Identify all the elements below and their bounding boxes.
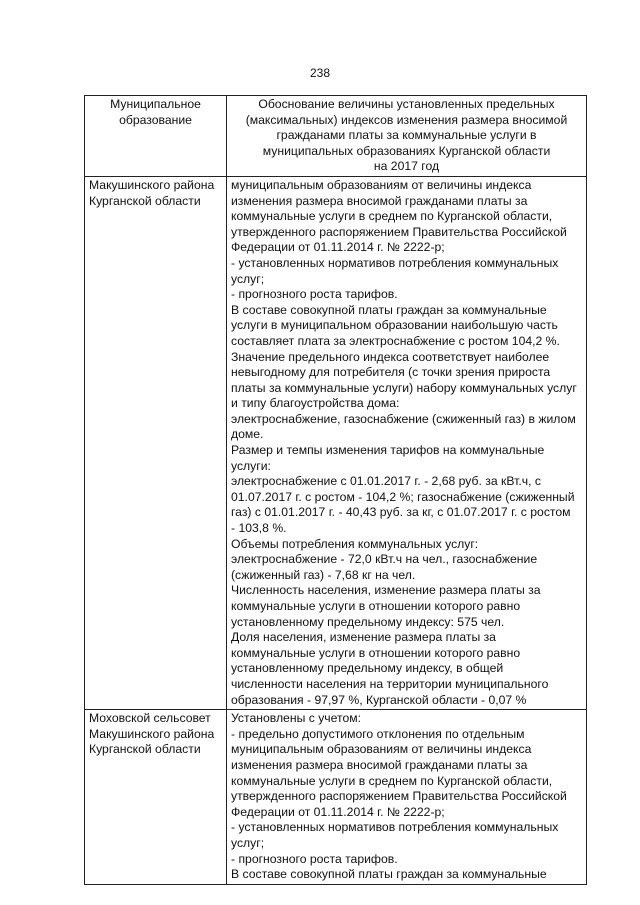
text-line: - предельно допустимого отклонения по отдельным xyxy=(231,726,525,741)
text-line: образование xyxy=(119,112,192,127)
text-line: услуги в муниципальном образовании наибольшую часть xyxy=(231,318,558,333)
text-line: составляет плата за электроснабжение с ростом 104,2 %. xyxy=(231,333,560,348)
text-line: Муниципальное xyxy=(110,97,201,111)
text-line: гражданами платы за коммунальные услуги в xyxy=(276,128,537,143)
text-line: электроснабжение с 01.01.2017 г. - 2,68 руб. за кВт.ч, с xyxy=(231,474,541,489)
justification-cell xyxy=(227,176,587,709)
text-line: установленному предельному индексу, в общей xyxy=(231,661,504,676)
text-line: образования - 97,97 %, Курганской области - 0,07 % xyxy=(231,692,527,707)
text-line: услуг; xyxy=(231,835,265,850)
text-line: коммунальные услуги в среднем по Курганской области, xyxy=(231,773,553,788)
text-line: утвержденного распоряжением Правительства Российской xyxy=(231,224,567,239)
text-line: изменения размера вносимой гражданами платы за xyxy=(231,757,528,772)
text-line: услуги: xyxy=(231,458,271,473)
text-line: услуг; xyxy=(231,271,265,286)
text-line: Моховской сельсовет xyxy=(89,711,211,726)
text-line: и типу благоустройства дома: xyxy=(231,396,400,411)
text-line: муниципальным образованиям от величины индекса xyxy=(231,177,532,192)
text-line: (сжиженный газ) - 7,68 кг на чел. xyxy=(231,567,416,582)
text-line: В составе совокупной платы граждан за коммунальные xyxy=(231,302,547,317)
text-line: В составе совокупной платы граждан за коммунальные xyxy=(231,867,547,882)
text-line: невыгодному для потребителя (с точки зрения прироста xyxy=(231,365,551,380)
justification-cell xyxy=(227,710,587,885)
text-line: - установленных нормативов потребления коммунальных xyxy=(231,820,559,835)
text-line: Макушинского района xyxy=(89,177,215,192)
text-line: Курганской области xyxy=(89,193,201,208)
table-header-row xyxy=(85,96,587,177)
justification-table xyxy=(84,95,587,885)
text-line: доме. xyxy=(231,427,264,442)
text-line: - прогнозного роста тарифов. xyxy=(231,851,398,866)
text-line: платы за коммунальные услуги) набору коммунальных услуг xyxy=(231,380,577,395)
text-line: - прогнозного роста тарифов. xyxy=(231,287,398,302)
text-line: муниципальным образованиям от величины индекса xyxy=(231,742,532,757)
text-line: Доля населения, изменение размера платы за xyxy=(231,630,496,645)
header-municipality-cell xyxy=(85,96,227,177)
text-line: Макушинского района xyxy=(89,726,215,741)
table-row xyxy=(85,176,587,709)
text-line: Федерации от 01.11.2014 г. № 2222-р; xyxy=(231,804,445,819)
text-line: - 103,8 %. xyxy=(231,521,287,536)
text-line: на 2017 год xyxy=(373,159,440,174)
text-line: муниципальных образованиях Курганской области xyxy=(262,143,551,158)
text-line: Установлены с учетом: xyxy=(231,711,361,726)
text-line: коммунальные услуги в отношении которого равно xyxy=(231,645,521,660)
text-line: коммунальные услуги в отношении которого равно xyxy=(231,599,521,613)
text-line: Размер и темпы изменения тарифов на коммунальные xyxy=(231,443,545,458)
text-line: Значение предельного индекса соответствует наиболее xyxy=(231,349,550,364)
text-line: установленному предельному индексу: 575 чел. xyxy=(231,614,505,629)
municipality-cell xyxy=(85,710,227,885)
text-line: газ) с 01.01.2017 г. - 40,43 руб. за кг, с 01.07.2017 г. с ростом xyxy=(231,505,571,520)
text-line: 01.07.2017 г. с ростом - 104,2 %; газоснабжение (сжиженный xyxy=(231,489,575,504)
text-line: Объемы потребления коммунальных услуг: xyxy=(231,536,479,551)
text-line: коммунальные услуги в среднем по Курганской области, xyxy=(231,209,553,224)
page-number: 238 xyxy=(309,66,331,80)
table-row xyxy=(85,710,587,885)
text-line: - установленных нормативов потребления коммунальных xyxy=(231,255,559,270)
text-line: Курганской области xyxy=(89,742,201,757)
text-line: электроснабжение - 72,0 кВт.ч на чел., газоснабжение xyxy=(231,552,538,567)
header-justification-cell xyxy=(227,96,587,177)
text-line: Федерации от 01.11.2014 г. № 2222-р; xyxy=(231,240,445,255)
text-line: Численность населения, изменение размера платы за xyxy=(231,583,541,598)
text-line: изменения размера вносимой гражданами платы за xyxy=(231,193,528,208)
text-line: утвержденного распоряжением Правительства Российской xyxy=(231,789,567,804)
text-line: электроснабжение, газоснабжение (сжиженный газ) в жилом xyxy=(231,411,576,426)
text-line: численности населения на территории муниципального xyxy=(231,676,549,691)
text-line: (максимальных) индексов изменения размера вносимой xyxy=(245,112,568,127)
text-line: Обоснование величины установленных предельных xyxy=(258,97,555,111)
municipality-cell xyxy=(85,176,227,709)
